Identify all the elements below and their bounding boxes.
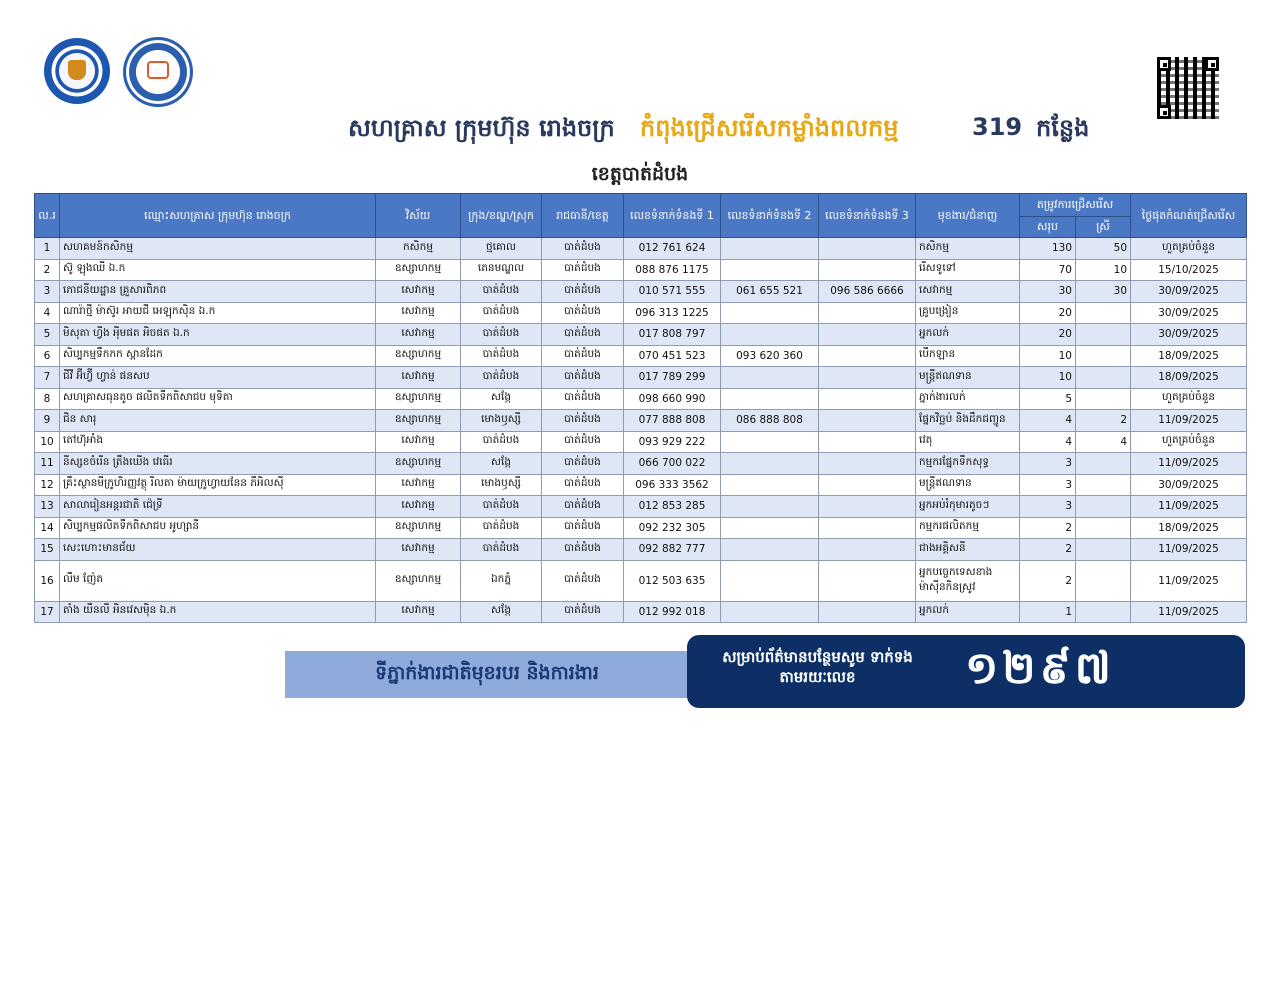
- cell-total: 5: [1020, 388, 1076, 410]
- cell-position: វេតុ: [916, 431, 1020, 453]
- cell-district: បាត់ដំបង: [461, 517, 542, 539]
- cell-phone1[interactable]: 088 876 1175: [624, 259, 721, 281]
- cell-district: សង្កែ: [461, 601, 542, 623]
- cell-female: 2: [1076, 410, 1131, 432]
- cell-phone2[interactable]: [721, 496, 819, 518]
- cell-sector: កសិកម្ម: [376, 238, 461, 260]
- cell-no: 13: [35, 496, 60, 518]
- cell-no: 4: [35, 302, 60, 324]
- cell-sector: ឧស្សាហកម្ម: [376, 345, 461, 367]
- cell-total: 2: [1020, 517, 1076, 539]
- cell-sector: ឧស្សាហកម្ម: [376, 453, 461, 475]
- cell-position: សេវាកម្ម: [916, 281, 1020, 303]
- header-phone2: លេខទំនាក់ទំនងទី 2: [721, 194, 819, 238]
- cell-deadline: 11/09/2025: [1131, 453, 1247, 475]
- table-row: [35, 302, 1247, 324]
- cell-total: 130: [1020, 238, 1076, 260]
- cell-phone3[interactable]: 096 586 6666: [819, 281, 916, 303]
- cell-total: 2: [1020, 560, 1076, 601]
- qr-code[interactable]: [1157, 57, 1219, 119]
- cell-no: 2: [35, 259, 60, 281]
- cell-no: 15: [35, 539, 60, 561]
- cell-phone3[interactable]: [819, 302, 916, 324]
- cell-no: 9: [35, 410, 60, 432]
- cell-position: អ្នកអប់រំកុមារតូចៗ: [916, 496, 1020, 518]
- cell-total: 3: [1020, 474, 1076, 496]
- cell-position: អ្នកលក់: [916, 324, 1020, 346]
- cell-district: មោងឫស្សី: [461, 474, 542, 496]
- cell-position: គ្រូបង្រៀន: [916, 302, 1020, 324]
- cell-phone2[interactable]: 061 655 521: [721, 281, 819, 303]
- cell-name: លឹម ញ៉ែត: [60, 560, 376, 601]
- cell-phone3[interactable]: [819, 410, 916, 432]
- cell-position: មន្ត្រីឥណទាន: [916, 474, 1020, 496]
- cell-female: 50: [1076, 238, 1131, 260]
- cell-phone1[interactable]: 012 853 285: [624, 496, 721, 518]
- cell-phone2[interactable]: [721, 453, 819, 475]
- header-female: ស្រី: [1076, 217, 1131, 238]
- cell-name: គ្រឹះស្ថានមីក្រូហិរញ្ញវត្ថុ រីលតា ម៉ាយក្រូហ្វាយនែន ភីអិលស៊ី: [60, 474, 376, 496]
- cell-no: 5: [35, 324, 60, 346]
- cell-sector: សេវាកម្ម: [376, 539, 461, 561]
- table-row: [35, 496, 1247, 518]
- cell-sector: ឧស្សាហកម្ម: [376, 410, 461, 432]
- cell-sector: សេវាកម្ម: [376, 474, 461, 496]
- table-row: [35, 410, 1247, 432]
- table-row: [35, 517, 1247, 539]
- cell-phone3[interactable]: [819, 367, 916, 389]
- cell-phone1[interactable]: 012 992 018: [624, 601, 721, 623]
- cell-phone1[interactable]: 096 333 3562: [624, 474, 721, 496]
- cell-phone1[interactable]: 096 313 1225: [624, 302, 721, 324]
- cell-position: អ្នកលក់: [916, 601, 1020, 623]
- cell-name: ជិន សារុ: [60, 410, 376, 432]
- cell-deadline: 30/09/2025: [1131, 302, 1247, 324]
- cell-no: 6: [35, 345, 60, 367]
- header-phone1: លេខទំនាក់ទំនងទី 1: [624, 194, 721, 238]
- header-name: ឈ្មោះសហគ្រាស ក្រុមហ៊ុន រោងចក្រ: [60, 194, 376, 238]
- cell-deadline: 11/09/2025: [1131, 496, 1247, 518]
- cell-province: បាត់ដំបង: [542, 345, 624, 367]
- cell-province: បាត់ដំបង: [542, 302, 624, 324]
- cell-total: 10: [1020, 345, 1076, 367]
- cell-district: មោងឫស្សី: [461, 410, 542, 432]
- title-unit: កន្លែង: [1036, 114, 1090, 142]
- cell-name: សាលារៀនអន្តរជាតិ ជ៉េទ្រី: [60, 496, 376, 518]
- cell-deadline: 11/09/2025: [1131, 410, 1247, 432]
- table-row: [35, 388, 1247, 410]
- cell-sector: ឧស្សាហកម្ម: [376, 259, 461, 281]
- cell-deadline: 18/09/2025: [1131, 517, 1247, 539]
- header-deadline: ថ្ងៃផុតកំណត់ជ្រើសរើស: [1131, 194, 1247, 238]
- header-sector: វិស័យ: [376, 194, 461, 238]
- cell-total: 70: [1020, 259, 1076, 281]
- agency-banner: [285, 651, 689, 698]
- title-part-2: កំពុងជ្រើសរើសកម្លាំងពលកម្ម: [640, 114, 899, 142]
- table-row: [35, 238, 1247, 260]
- agency-name: ទីភ្នាក់ងារជាតិមុខរបរ និងការងារ: [375, 661, 599, 684]
- table-row: [35, 281, 1247, 303]
- cell-female: 10: [1076, 259, 1131, 281]
- table-row: [35, 367, 1247, 389]
- cell-sector: សេវាកម្ម: [376, 302, 461, 324]
- cell-province: បាត់ដំបង: [542, 281, 624, 303]
- cell-no: 8: [35, 388, 60, 410]
- cell-phone1[interactable]: 012 761 624: [624, 238, 721, 260]
- cell-phone1[interactable]: 066 700 022: [624, 453, 721, 475]
- cell-phone3[interactable]: [819, 324, 916, 346]
- cell-deadline: 11/09/2025: [1131, 539, 1247, 561]
- cell-phone3[interactable]: [819, 474, 916, 496]
- cell-no: 11: [35, 453, 60, 475]
- cell-phone1[interactable]: 077 888 808: [624, 410, 721, 432]
- cell-province: បាត់ដំបង: [542, 539, 624, 561]
- cell-sector: សេវាកម្ម: [376, 496, 461, 518]
- cell-total: 20: [1020, 302, 1076, 324]
- cell-province: បាត់ដំបង: [542, 601, 624, 623]
- cell-female: [1076, 388, 1131, 410]
- cell-phone3[interactable]: [819, 601, 916, 623]
- table-row: [35, 601, 1247, 623]
- cell-total: 20: [1020, 324, 1076, 346]
- cell-total: 3: [1020, 453, 1076, 475]
- cell-deadline: 18/09/2025: [1131, 345, 1247, 367]
- cell-phone3[interactable]: [819, 238, 916, 260]
- cell-deadline: ហួតគ្រប់ចំនួន: [1131, 388, 1247, 410]
- ministry-logo: [44, 38, 110, 104]
- cell-sector: ឧស្សាហកម្ម: [376, 560, 461, 601]
- cell-no: 16: [35, 560, 60, 601]
- cell-name: ជីវី អ៊ីហ្វ៊ី ហ្វាន់ ផនសប: [60, 367, 376, 389]
- cell-phone2[interactable]: 086 888 808: [721, 410, 819, 432]
- cell-sector: សេវាកម្ម: [376, 601, 461, 623]
- header-position: មុខងារ/ជំនាញ: [916, 194, 1020, 238]
- cell-province: បាត់ដំបង: [542, 388, 624, 410]
- cell-phone2[interactable]: [721, 474, 819, 496]
- hotline-number[interactable]: ១២៩៧: [965, 643, 1115, 694]
- cell-female: [1076, 517, 1131, 539]
- cell-deadline: 30/09/2025: [1131, 474, 1247, 496]
- province-subtitle: ខេត្តបាត់ដំបង: [591, 163, 689, 185]
- cell-district: បាត់ដំបង: [461, 367, 542, 389]
- cell-name: តាំង យឺនលី អិនវេសម៉ិន ឯ.ក: [60, 601, 376, 623]
- cell-sector: សេវាកម្ម: [376, 324, 461, 346]
- cell-female: [1076, 453, 1131, 475]
- cell-province: បាត់ដំបង: [542, 560, 624, 601]
- cell-phone2[interactable]: [721, 517, 819, 539]
- cell-province: បាត់ដំបង: [542, 431, 624, 453]
- cell-position: កម្មករផ្នែកទឹកសុទ្ធ: [916, 453, 1020, 475]
- cell-name: សហគមន៍កសិកម្ម: [60, 238, 376, 260]
- cell-name: សិប្បកម្មផលិតទឹកពិសាជប អូហ្សានី: [60, 517, 376, 539]
- cell-name: ណារ៉ាថ្មី ម៉ាស៊ូរ អាយជី អេឡុកស៊ិន ឯ.ក: [60, 302, 376, 324]
- cell-phone2[interactable]: [721, 238, 819, 260]
- cell-phone3[interactable]: [819, 517, 916, 539]
- hotline-info-text: សម្រាប់ព័ត៌មានបន្ថែមសូម ទាក់ទងតាមរយៈលេខ: [722, 648, 913, 687]
- header-province: រាជធានី/ខេត្ត: [542, 194, 624, 238]
- cell-name: សេះហោះមានជ័យ: [60, 539, 376, 561]
- cell-phone2[interactable]: [721, 560, 819, 601]
- cell-name: សហគ្រាសធុនតូច ផលិតទឹកពិសាជប មុទិតា: [60, 388, 376, 410]
- cell-female: 30: [1076, 281, 1131, 303]
- cell-district: បាត់ដំបង: [461, 345, 542, 367]
- cell-phone1[interactable]: 012 503 635: [624, 560, 721, 601]
- cell-female: 4: [1076, 431, 1131, 453]
- cell-phone3[interactable]: [819, 539, 916, 561]
- table-row: [35, 560, 1247, 601]
- cell-total: 2: [1020, 539, 1076, 561]
- cell-position: បើកឡាន: [916, 345, 1020, 367]
- cell-phone2[interactable]: [721, 367, 819, 389]
- title-part-1: សហគ្រាស ក្រុមហ៊ុន រោងចក្រ: [348, 114, 615, 142]
- cell-total: 30: [1020, 281, 1076, 303]
- cell-phone1[interactable]: 093 929 222: [624, 431, 721, 453]
- cell-position: ផ្នែកវិច្ឆប់ និងដឹកជញ្ជូន: [916, 410, 1020, 432]
- nea-logo: [123, 37, 193, 107]
- cell-sector: ឧស្សាហកម្ម: [376, 388, 461, 410]
- cell-phone3[interactable]: [819, 453, 916, 475]
- cell-female: [1076, 539, 1131, 561]
- cell-district: ថ្មគោល: [461, 238, 542, 260]
- header-needed: តម្រូវការជ្រើសរើស: [1020, 194, 1131, 217]
- cell-phone3[interactable]: [819, 345, 916, 367]
- cell-district: បាត់ដំបង: [461, 281, 542, 303]
- header-district: ក្រុង/ខណ្ឌ/ស្រុក: [461, 194, 542, 238]
- cell-total: 10: [1020, 367, 1076, 389]
- cell-phone1[interactable]: 092 232 305: [624, 517, 721, 539]
- cell-female: [1076, 601, 1131, 623]
- cell-female: [1076, 496, 1131, 518]
- cell-phone3[interactable]: [819, 431, 916, 453]
- cell-position: មន្ត្រីឥណទាន: [916, 367, 1020, 389]
- cell-sector: សេវាកម្ម: [376, 431, 461, 453]
- cell-deadline: 11/09/2025: [1131, 560, 1247, 601]
- cell-total: 3: [1020, 496, 1076, 518]
- cell-province: បាត់ដំបង: [542, 410, 624, 432]
- cell-deadline: 18/09/2025: [1131, 367, 1247, 389]
- cell-position: រើសទូទៅ: [916, 259, 1020, 281]
- cell-no: 10: [35, 431, 60, 453]
- cell-district: បាត់ដំបង: [461, 302, 542, 324]
- table-row: [35, 324, 1247, 346]
- cell-position: អ្នកបច្ចេកទេសខាងម៉ាស៊ីនកិនស្រូវ: [916, 560, 1020, 601]
- cell-sector: សេវាកម្ម: [376, 367, 461, 389]
- cell-phone1[interactable]: 017 789 299: [624, 367, 721, 389]
- table-row: [35, 259, 1247, 281]
- table-row: [35, 345, 1247, 367]
- cell-province: បាត់ដំបង: [542, 324, 624, 346]
- cell-female: [1076, 302, 1131, 324]
- cell-female: [1076, 345, 1131, 367]
- cell-name: សិប្បកម្មទឹកកក ស្ពានដែក: [60, 345, 376, 367]
- cell-district: ឯកភ្នំ: [461, 560, 542, 601]
- cell-phone2[interactable]: [721, 302, 819, 324]
- cell-phone1[interactable]: 010 571 555: [624, 281, 721, 303]
- cell-total: 4: [1020, 431, 1076, 453]
- cell-name: ភោជនីយដ្ឋាន គ្រួសារពិភព: [60, 281, 376, 303]
- cell-no: 1: [35, 238, 60, 260]
- cell-district: បាត់ដំបង: [461, 431, 542, 453]
- cell-phone2[interactable]: [721, 324, 819, 346]
- cell-female: [1076, 324, 1131, 346]
- cell-position: កម្មករផលិតកម្ម: [916, 517, 1020, 539]
- cell-phone2[interactable]: [721, 601, 819, 623]
- cell-no: 7: [35, 367, 60, 389]
- cell-sector: សេវាកម្ម: [376, 281, 461, 303]
- table-row: [35, 474, 1247, 496]
- cell-total: 4: [1020, 410, 1076, 432]
- cell-deadline: 30/09/2025: [1131, 281, 1247, 303]
- cell-phone3[interactable]: [819, 388, 916, 410]
- table-row: [35, 453, 1247, 475]
- cell-phone2[interactable]: 093 620 360: [721, 345, 819, 367]
- cell-phone2[interactable]: [721, 431, 819, 453]
- cell-district: បាត់ដំបង: [461, 496, 542, 518]
- cell-name: តៅហ៊ុអាំង: [60, 431, 376, 453]
- cell-position: កសិកម្ម: [916, 238, 1020, 260]
- cell-female: [1076, 560, 1131, 601]
- cell-no: 3: [35, 281, 60, 303]
- cell-district: សង្កែ: [461, 453, 542, 475]
- cell-female: [1076, 474, 1131, 496]
- cell-province: បាត់ដំបង: [542, 238, 624, 260]
- cell-phone3[interactable]: [819, 259, 916, 281]
- cell-phone1[interactable]: 098 660 990: [624, 388, 721, 410]
- cell-province: បាត់ដំបង: [542, 259, 624, 281]
- cell-district: បាត់ដំបង: [461, 539, 542, 561]
- cell-phone1[interactable]: 070 451 523: [624, 345, 721, 367]
- cell-province: បាត់ដំបង: [542, 453, 624, 475]
- cell-name: នីស្សខចំរើន ត្រឹងឃើង វេធើរ: [60, 453, 376, 475]
- cell-name: ស៊ូ ឡុងឈី ឯ.ក: [60, 259, 376, 281]
- cell-no: 14: [35, 517, 60, 539]
- cell-phone3[interactable]: [819, 560, 916, 601]
- header-no: ល.រ: [35, 194, 60, 238]
- title-count: 319: [972, 113, 1023, 141]
- cell-province: បាត់ដំបង: [542, 474, 624, 496]
- job-openings-table: [34, 193, 1247, 623]
- cell-position: ភ្នាក់ងារលក់: [916, 388, 1020, 410]
- cell-sector: ឧស្សាហកម្ម: [376, 517, 461, 539]
- header-phone3: លេខទំនាក់ទំនងទី 3: [819, 194, 916, 238]
- cell-deadline: ហួតគ្រប់ចំនួន: [1131, 431, 1247, 453]
- cell-province: បាត់ដំបង: [542, 496, 624, 518]
- cell-district: បាត់ដំបង: [461, 324, 542, 346]
- cell-deadline: ហួតគ្រប់ចំនួន: [1131, 238, 1247, 260]
- cell-deadline: 11/09/2025: [1131, 601, 1247, 623]
- table-row: [35, 431, 1247, 453]
- cell-name: មិសុតា ហ្វីង អុីមផត អិចផត ឯ.ក: [60, 324, 376, 346]
- cell-phone3[interactable]: [819, 496, 916, 518]
- cell-female: [1076, 367, 1131, 389]
- cell-phone2[interactable]: [721, 388, 819, 410]
- table-row: [35, 539, 1247, 561]
- cell-no: 12: [35, 474, 60, 496]
- cell-phone2[interactable]: [721, 539, 819, 561]
- cell-phone1[interactable]: 017 808 797: [624, 324, 721, 346]
- cell-phone2[interactable]: [721, 259, 819, 281]
- cell-province: បាត់ដំបង: [542, 517, 624, 539]
- cell-district: តេនមណ្ឌល: [461, 259, 542, 281]
- cell-province: បាត់ដំបង: [542, 367, 624, 389]
- hotline-banner: [687, 635, 1245, 708]
- cell-position: ជាងអគ្គិសនី: [916, 539, 1020, 561]
- cell-total: 1: [1020, 601, 1076, 623]
- cell-no: 17: [35, 601, 60, 623]
- cell-deadline: 15/10/2025: [1131, 259, 1247, 281]
- cell-phone1[interactable]: 092 882 777: [624, 539, 721, 561]
- cell-deadline: 30/09/2025: [1131, 324, 1247, 346]
- header-total: សរុប: [1020, 217, 1076, 238]
- cell-district: សង្កែ: [461, 388, 542, 410]
